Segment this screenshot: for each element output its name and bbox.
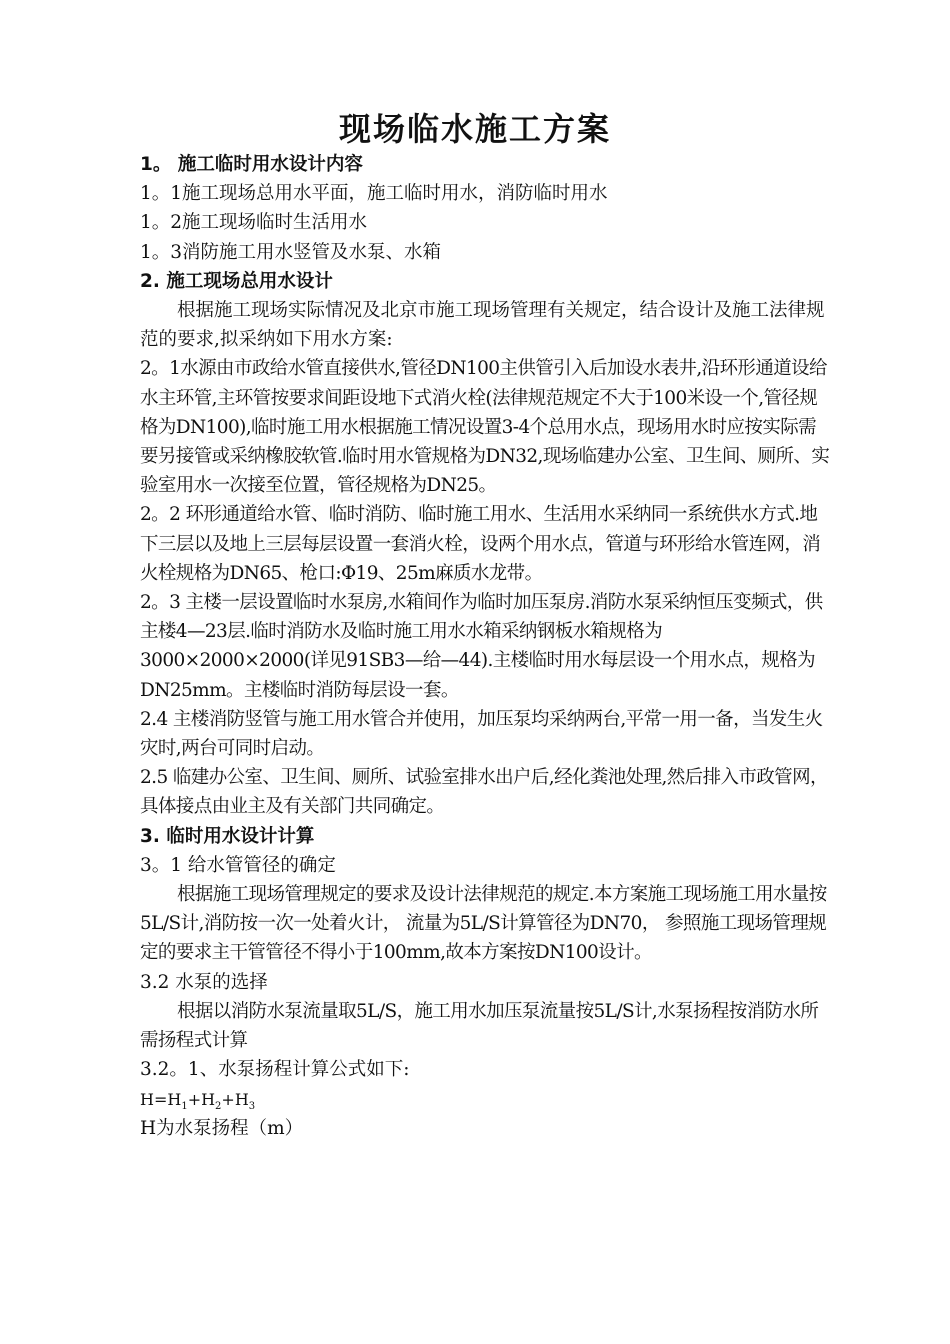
formula-subscript-3: 3: [248, 1100, 256, 1112]
formula-plus-1: +H: [187, 1089, 216, 1109]
item-1-3: 1。3消防施工用水竖管及水泵、水箱: [140, 241, 442, 263]
subsection-3-2: 3.2 水泵的选择: [140, 971, 268, 993]
formula-subscript-2: 2: [215, 1100, 222, 1112]
paragraph-2-3: 2。3 主楼一层设置临时水泵房,水箱间作为临时加压泵房.消防水泵采纳恒压变频式，供主楼4—23层.临时消防水及临时施工用水水箱采纳钢板水箱规格为3000×2000×2000(详见91SB3—给—44).主楼临时用水每层设一个用水点，规格为DN25mm。主楼临时消防每层设一套。: [140, 592, 823, 701]
formula-plus-2: +H: [221, 1089, 249, 1109]
paragraph-2-2: 2。2 环形通道给水管、临时消防、临时施工用水、生活用水采纳同一系统供水方式.地下三层以及地上三层每层设置一套消火栓，设两个用水点，管道与环形给水管连网，消火栓规格为DN65、枪口:Φ19、25m麻质水龙带。: [140, 504, 821, 584]
paragraph-2-1: 2。1水源由市政给水管直接供水,管径DN100主供管引入后加设水表井,沿环形通道设给水主环管,主环管按要求间距设地下式消火栓(法律规范规定不大于100米设一个,管径规格为DN100),临时施工用水根据施工情况设置3-4个总用水点，现场用水时应按实际需要另接管或采纳橡胶软管.临时用水管规格为DN32,现场临建办公室、卫生间、厕所、实验室用水一次接至位置，管径规格为DN25。: [140, 358, 830, 497]
formula-subscript-1: 1: [181, 1100, 188, 1112]
section-3-heading: 3. 临时用水设计计算: [140, 825, 315, 847]
section-2-intro: 根据施工现场实际情况及北京市施工现场管理有关规定，结合设计及施工法律规范的要求,拟采纳如下用水方案:: [140, 300, 825, 351]
document-title: 现场临水施工方案: [338, 110, 611, 148]
subsection-3-2-1: 3.2。1、水泵扬程计算公式如下:: [140, 1059, 410, 1081]
section-2-heading: 2. 施工现场总用水设计: [140, 270, 333, 292]
formula-description: H为水泵扬程（m）: [140, 1117, 304, 1139]
paragraph-3-1: 根据施工现场管理规定的要求及设计法律规范的规定.本方案施工现场施工用水量按5L/S计,消防按一次一处着火计， 流量为5L/S计算管径为DN70， 参照施工现场管理规定的要求主干管管径不得小于100mm,故本方案按DN100设计。: [140, 884, 827, 964]
paragraph-3-2: 根据以消防水泵流量取5L/S，施工用水加压泵流量按5L/S计,水泵扬程按消防水所需扬程式计算: [140, 1000, 819, 1052]
section-1-heading: 1。 施工临时用水设计内容: [140, 154, 363, 175]
subsection-3-1: 3。1 给水管管径的确定: [140, 854, 336, 876]
document-body: [140, 150, 830, 1143]
paragraph-2-5: 2.5 临建办公室、卫生间、厕所、试验室排水出户后,经化粪池处理,然后排入市政管网，具体接点由业主及有关部门共同确定。: [140, 767, 828, 818]
head-formula: [140, 1085, 830, 1114]
item-1-2: 1。2施工现场临时生活用水: [140, 212, 368, 234]
paragraph-2-4: 2.4 主楼消防竖管与施工用水管合并使用，加压泵均采纳两台,平常一用一备，当发生火灾时,两台可同时启动。: [140, 708, 823, 760]
item-1-1: 1。1施工现场总用水平面，施工临时用水，消防临时用水: [140, 183, 608, 205]
formula-lhs: H=H: [140, 1089, 182, 1109]
